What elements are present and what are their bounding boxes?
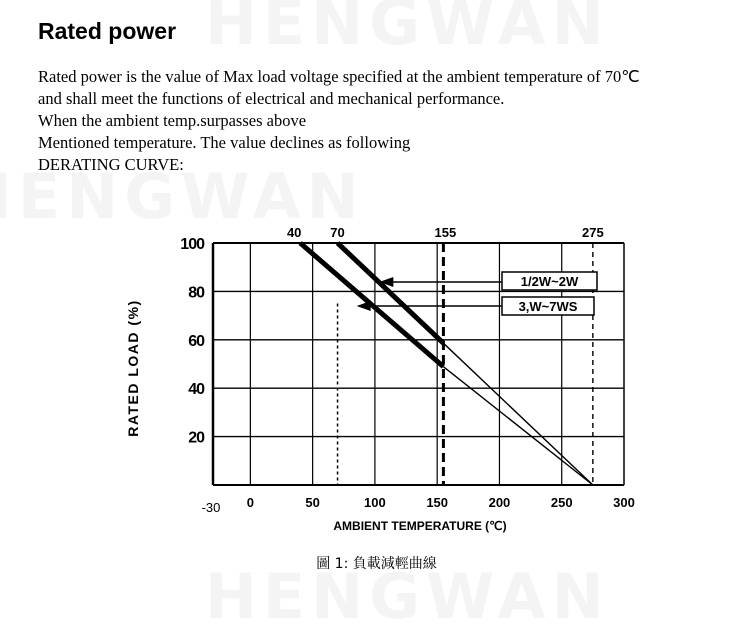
top-marker-label: 70	[330, 225, 345, 240]
top-marker-label: 155	[434, 225, 457, 240]
legend-label: 1/2W~2W	[520, 274, 579, 289]
text-line: DERATING CURVE:	[38, 155, 184, 174]
y-tick-label: 20	[188, 429, 204, 447]
y-axis-label: RATED LOAD (%)	[125, 299, 141, 437]
page-title: Rated power	[38, 18, 177, 44]
x-tick-label: 250	[550, 495, 573, 510]
curve-3w-7ws-extension	[443, 367, 592, 485]
x-tick-label: 150	[426, 495, 449, 510]
top-marker-label: 275	[582, 225, 604, 240]
x-tick-label: 0	[246, 495, 254, 510]
y-tick-label: 100	[180, 236, 204, 253]
legend-label: 3,W~7WS	[518, 299, 578, 314]
legend-arrowhead	[357, 301, 371, 311]
text-line: Rated power is the value of Max load voltage specified at the ambient temperature of 70℃	[38, 67, 640, 86]
x-tick-label: 50	[305, 495, 320, 510]
figure-caption: 圖 1: 負載減輕曲線	[316, 556, 437, 572]
text-line: When the ambient temp.surpasses above	[38, 111, 307, 130]
x-tick-label: -30	[201, 500, 221, 515]
x-tick-label: 100	[364, 495, 386, 510]
text-line: Mentioned temperature. The value declines as following	[38, 133, 411, 152]
curve-3w-7ws-main	[300, 243, 443, 367]
x-tick-label: 300	[613, 495, 635, 510]
y-tick-label: 60	[188, 332, 204, 350]
curve-1-2w-2w-main	[338, 243, 444, 343]
y-tick-label: 40	[188, 381, 204, 399]
text-line: and shall meet the functions of electrical and mechanical performance.	[38, 89, 505, 108]
x-tick-label: 200	[488, 495, 511, 510]
x-axis-label: AMBIENT TEMPERATURE (℃)	[333, 519, 507, 533]
top-marker-label: 40	[286, 225, 302, 240]
y-tick-label: 80	[188, 284, 204, 302]
curve-1-2w-2w-extension	[443, 343, 592, 485]
